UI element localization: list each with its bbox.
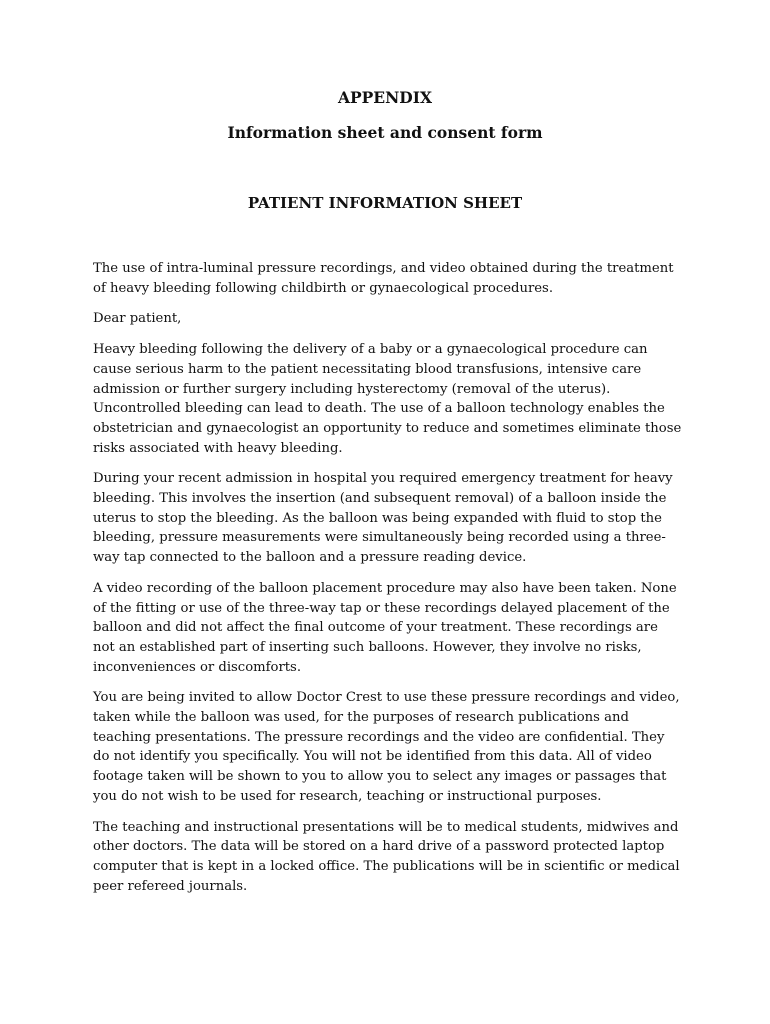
- background-paragraph: Heavy bleeding following the delivery of a baby or a gynaecological procedure can cause serious harm to the patient necessitating blood transfusions, intensive care admission or further surgery including hysterectomy (removal of the uterus). Uncontrolled bleeding can lead to death. The use of a balloon technology enables the obstetrician and gynaecologist an opportunity to reduce and sometimes eliminate those risks associated with heavy bleeding.: [93, 342, 682, 456]
- patient-information-title: PATIENT INFORMATION SHEET: [247, 194, 523, 212]
- invitation-paragraph: You are being invited to allow Doctor Crest to use these pressure recordings and video, taken while the balloon was used, for the purposes of research publications and teaching presentations. The pressure recordings and the video are confidential. They do not identify you specifically. You will not be identified from this data. All of video footage taken will be shown to you to allow you to select any images or passages that you do not wish to be used for research, teaching or instructional purposes.: [93, 690, 680, 804]
- data-storage-paragraph: The teaching and instructional presentations will be to medical students, midwives and other doctors. The data will be stored on a hard drive of a password protected laptop computer that is kept in a locked office. The publications will be in scientific or medical peer refereed journals.: [93, 819, 680, 894]
- salutation-paragraph: Dear patient,: [93, 311, 182, 327]
- document-body: [93, 259, 683, 907]
- sheet-title: Information sheet and consent form: [227, 123, 543, 142]
- study-title-paragraph: The use of intra-luminal pressure recordings, and video obtained during the treatment of heavy bleeding following childbirth or gynaecological procedures.: [93, 261, 674, 296]
- video-recording-paragraph: A video recording of the balloon placement procedure may also have been taken. None of the fitting or use of the three-way tap or these recordings delayed placement of the balloon and did not affect the final outcome of your treatment. These recordings are not an established part of inserting such balloons. However, they involve no risks, inconveniences or discomforts.: [93, 580, 677, 675]
- appendix-title: APPENDIX: [337, 88, 433, 107]
- treatment-paragraph: During your recent admission in hospital you required emergency treatment for heavy bleeding. This involves the insertion (and subsequent removal) of a balloon inside the uterus to stop the bleeding. As the balloon was being expanded with fluid to stop the bleeding, pressure measurements were simultaneously being recorded using a three-way tap connected to the balloon and a pressure reading device.: [93, 471, 673, 566]
